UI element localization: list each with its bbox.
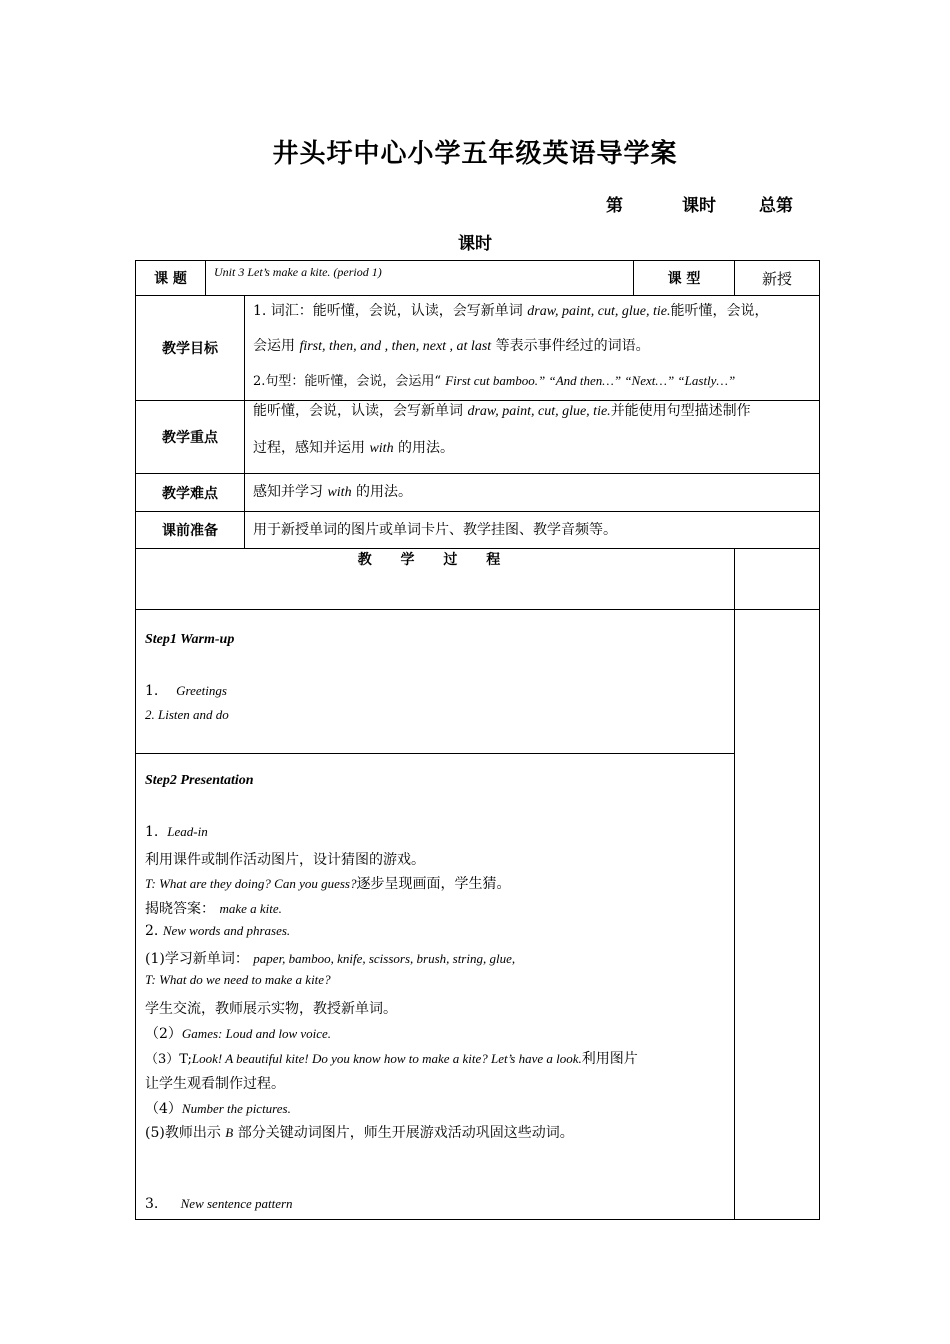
- goals-line-3: 2.句型：能听懂，会说，会运用“ First cut bamboo.” “And then…” “Next…” “Lastly…”: [253, 373, 736, 389]
- goals-line-1: 1. 词汇：能听懂，会说，认读，会写新单词 draw, paint, cut, glue, tie.能听懂，会说，: [253, 303, 769, 319]
- step2-line-8: 学生交流，教师展示实物，教授新单词。: [145, 1001, 397, 1017]
- step2-line-6: (1)学习新单词： paper, bamboo, knife, scissors, brush, string, glue,: [145, 951, 516, 967]
- process-notes-column: [735, 610, 820, 1220]
- lesson-plan-table: [135, 260, 820, 1220]
- type-label: 课 型: [634, 261, 735, 296]
- step2-line-13: (5)教师出示 B 部分关键动词图片，师生开展游戏活动巩固这些动词。: [145, 1125, 574, 1141]
- prep-row: [136, 512, 820, 549]
- process-header-row: [136, 549, 820, 610]
- goals-row: [136, 296, 820, 401]
- goals-content: [245, 296, 820, 401]
- process-label: 教 学 过 程: [136, 549, 735, 610]
- goals-line-2: 会运用 first, then, and , then, next , at last 等表示事件经过的词语。: [253, 338, 650, 354]
- lesson-label-keshi: 课时: [682, 196, 716, 216]
- page-title: 井头圩中心小学五年级英语导学案: [272, 139, 678, 169]
- prep-label: 课前准备: [136, 512, 245, 549]
- topic-value: Unit 3 Let’s make a kite. (period 1): [206, 261, 634, 296]
- step2-line-12: （4）Number the pictures.: [145, 1101, 291, 1117]
- step2-line-7: T: What do we need to make a kite?: [145, 972, 331, 987]
- step2-line-11: 让学生观看制作过程。: [145, 1076, 285, 1092]
- step2-content: [136, 754, 735, 1220]
- prep-value: 用于新授单词的图片或单词卡片、教学挂图、教学音频等。: [253, 522, 617, 538]
- prep-content: [245, 512, 820, 549]
- process-notes-header: [735, 549, 820, 610]
- key-line-2: 过程，感知并运用 with 的用法。: [253, 440, 455, 456]
- key-label: 教学重点: [136, 401, 245, 474]
- lesson-label-keshi-total: 课时: [458, 234, 492, 254]
- step2-line-1: 1. Lead-in: [145, 824, 208, 840]
- key-row: [136, 401, 820, 474]
- step1-content: [136, 610, 735, 754]
- difficulty-content: [245, 474, 820, 512]
- step2-line-10: （3）T;Look! A beautiful kite! Do you know how to make a kite? Let’s have a look.利用图片: [145, 1051, 638, 1067]
- difficulty-row: [136, 474, 820, 512]
- lesson-label-di: 第: [606, 196, 623, 216]
- step1-item-2: 2. Listen and do: [145, 707, 229, 722]
- step2-line-9: （2）Games: Loud and low voice.: [145, 1026, 332, 1042]
- step2-title: Step2 Presentation: [145, 773, 254, 788]
- step2-line-3: T: What are they doing? Can you guess?逐步呈现画面，学生猜。: [145, 876, 511, 892]
- step1-item-1: 1. Greetings: [145, 683, 227, 699]
- key-content: [245, 401, 820, 474]
- type-value: 新授: [735, 261, 820, 296]
- key-line-1: 能听懂，会说，认读，会写新单词 draw, paint, cut, glue, tie.并能使用句型描述制作: [253, 403, 751, 419]
- step1-title: Step1 Warm-up: [145, 632, 235, 647]
- goals-label: 教学目标: [136, 296, 245, 401]
- step2-row: [136, 754, 820, 1220]
- topic-label: 课 题: [136, 261, 206, 296]
- step2-line-14: 3. New sentence pattern: [145, 1196, 293, 1212]
- step2-line-5: 2. New words and phrases.: [145, 923, 291, 939]
- step1-row: [136, 610, 820, 754]
- step2-line-2: 利用课件或制作活动图片，设计猜图的游戏。: [145, 852, 425, 868]
- topic-row: [136, 261, 820, 296]
- lesson-label-zongdi: 总第: [759, 196, 793, 216]
- difficulty-line: 感知并学习 with 的用法。: [253, 484, 413, 500]
- step2-line-4: 揭晓答案： make a kite.: [145, 901, 282, 917]
- difficulty-label: 教学难点: [136, 474, 245, 512]
